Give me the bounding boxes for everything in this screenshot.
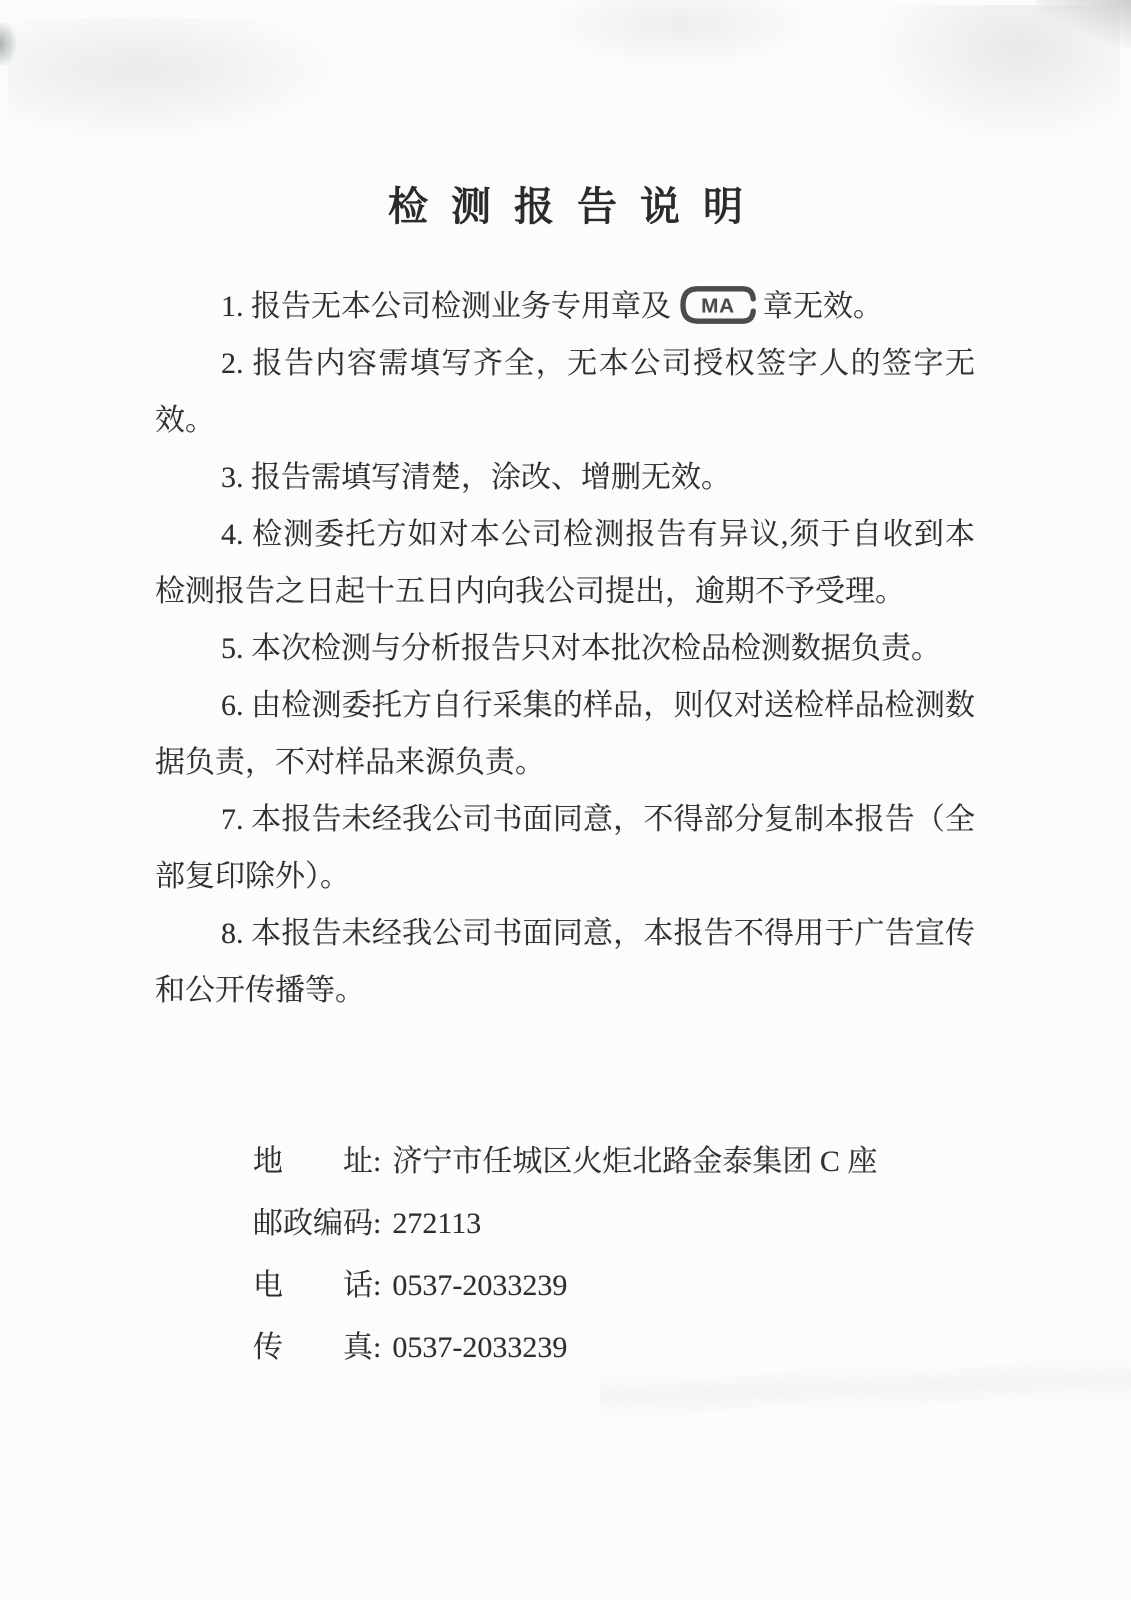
cma-accreditation-icon — [679, 285, 757, 325]
note-item-1 — [155, 278, 975, 335]
contact-address-label: 地 址: — [253, 1145, 382, 1178]
notes-list — [155, 278, 975, 1019]
note-item-2: 2. 报告内容需填写齐全，无本公司授权签字人的签字无效。 — [155, 347, 975, 437]
cma-ma-label: MA — [701, 294, 735, 318]
note-item-6: 6. 由检测委托方自行采集的样品，则仅对送检样品检测数据负责，不对样品来源负责。 — [155, 689, 975, 779]
document-title: 检测报告说明 — [388, 184, 766, 229]
note-1-text-after-cma: 章无效。 — [763, 290, 883, 323]
contact-postal-label: 邮政编码: — [253, 1207, 382, 1240]
contact-block — [253, 1131, 1131, 1379]
contact-fax-label: 传 真: — [253, 1331, 382, 1364]
note-item-5: 5. 本次检测与分析报告只对本批次检品检测数据负责。 — [221, 632, 941, 665]
note-item-3: 3. 报告需填写清楚，涂改、增删无效。 — [221, 461, 731, 494]
contact-address-line — [253, 1131, 1131, 1193]
note-item-8: 8. 本报告未经我公司书面同意，本报告不得用于广告宣传和公开传播等。 — [155, 917, 975, 1007]
contact-phone-line — [253, 1255, 1131, 1317]
contact-fax-value: 0537-2033239 — [392, 1331, 568, 1364]
note-1-text-before-cma: 1. 报告无本公司检测业务专用章及 — [221, 290, 671, 323]
contact-phone-label: 电 话: — [253, 1269, 382, 1302]
note-item-7: 7. 本报告未经我公司书面同意，不得部分复制本报告（全部复印除外）。 — [155, 803, 975, 893]
note-item-4: 4. 检测委托方如对本公司检测报告有异议,须于自收到本检测报告之日起十五日内向我公司提出，逾期不予受理。 — [155, 518, 975, 608]
contact-phone-value: 0537-2033239 — [392, 1269, 568, 1302]
contact-postal-line — [253, 1193, 1131, 1255]
contact-address-value: 济宁市任城区火炬北路金泰集团 C 座 — [392, 1145, 878, 1178]
contact-postal-value: 272113 — [392, 1207, 482, 1240]
contact-fax-line — [253, 1317, 1131, 1379]
